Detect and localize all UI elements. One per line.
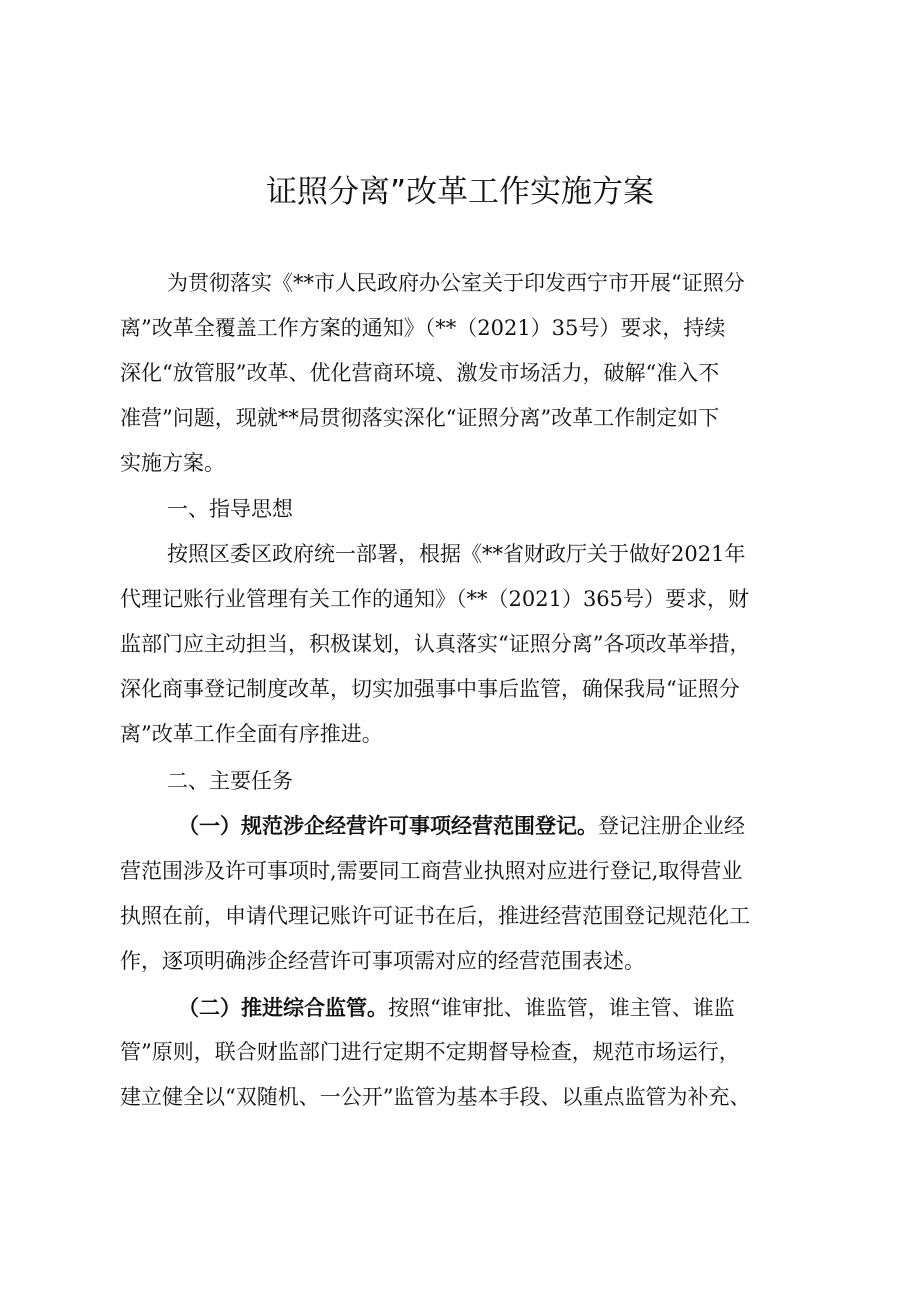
item-1-line-4: 作，逐项明确涉企经营许可事项需对应的经营范围表述。 bbox=[120, 949, 645, 973]
item-2-first-rest: 按照“谁审批、谁监管，谁主管、谁监 bbox=[388, 996, 735, 1020]
item-1-first-line bbox=[178, 811, 745, 841]
item-1-line-3: 执照在前，申请代理记账许可证书在后，推进经营范围登记规范化工 bbox=[120, 904, 750, 928]
intro-line-4: 准营”问题，现就**局贯彻落实深化“证照分离”改革工作制定如下 bbox=[120, 406, 720, 430]
section-1-line-3: 监部门应主动担当，积极谋划，认真落实“证照分离”各项改革举措， bbox=[120, 632, 751, 656]
item-2-line-2: 管”原则，联合财监部门进行定期不定期督导检查，规范市场运行， bbox=[120, 1040, 740, 1064]
item-2-label: （二）推进综合监管。 bbox=[178, 996, 388, 1020]
intro-line-2: 离”改革全覆盖工作方案的通知》（**（2021）35号）要求，持续 bbox=[120, 316, 726, 340]
section-1-line-2: 代理记账行业管理有关工作的通知》（**（2021）365号）要求，财 bbox=[120, 587, 750, 611]
item-1-first-rest: 登记注册企业经 bbox=[598, 814, 745, 838]
section-1-line-5: 离”改革工作全面有序推进。 bbox=[120, 722, 383, 746]
intro-line-3: 深化“放管服”改革、优化营商环境、激发市场活力，破解“准入不 bbox=[120, 361, 720, 385]
intro-line-1: 为贯彻落实《**市人民政府办公室关于印发西宁市开展“证照分 bbox=[167, 271, 745, 295]
section-1-line-1: 按照区委区政府统一部署，根据《**省财政厅关于做好2021年 bbox=[167, 542, 746, 566]
item-2-line-3: 建立健全以“双随机、一公开”监管为基本手段、以重点监管为补充、 bbox=[120, 1085, 751, 1109]
section-2-heading: 二、主要任务 bbox=[167, 769, 293, 793]
item-1-line-2: 营范围涉及许可事项时,需要同工商营业执照对应进行登记,取得营业 bbox=[120, 859, 743, 883]
document-title: 证照分离”改革工作实施方案 bbox=[265, 174, 655, 210]
item-2-first-line bbox=[178, 993, 735, 1023]
section-1-heading: 一、指导思想 bbox=[167, 497, 293, 521]
section-1-line-4: 深化商事登记制度改革，切实加强事中事后监管，确保我局“证照分 bbox=[120, 677, 740, 701]
item-1-label: （一）规范涉企经营许可事项经营范围登记。 bbox=[178, 814, 598, 838]
intro-line-5: 实施方案。 bbox=[120, 451, 225, 475]
